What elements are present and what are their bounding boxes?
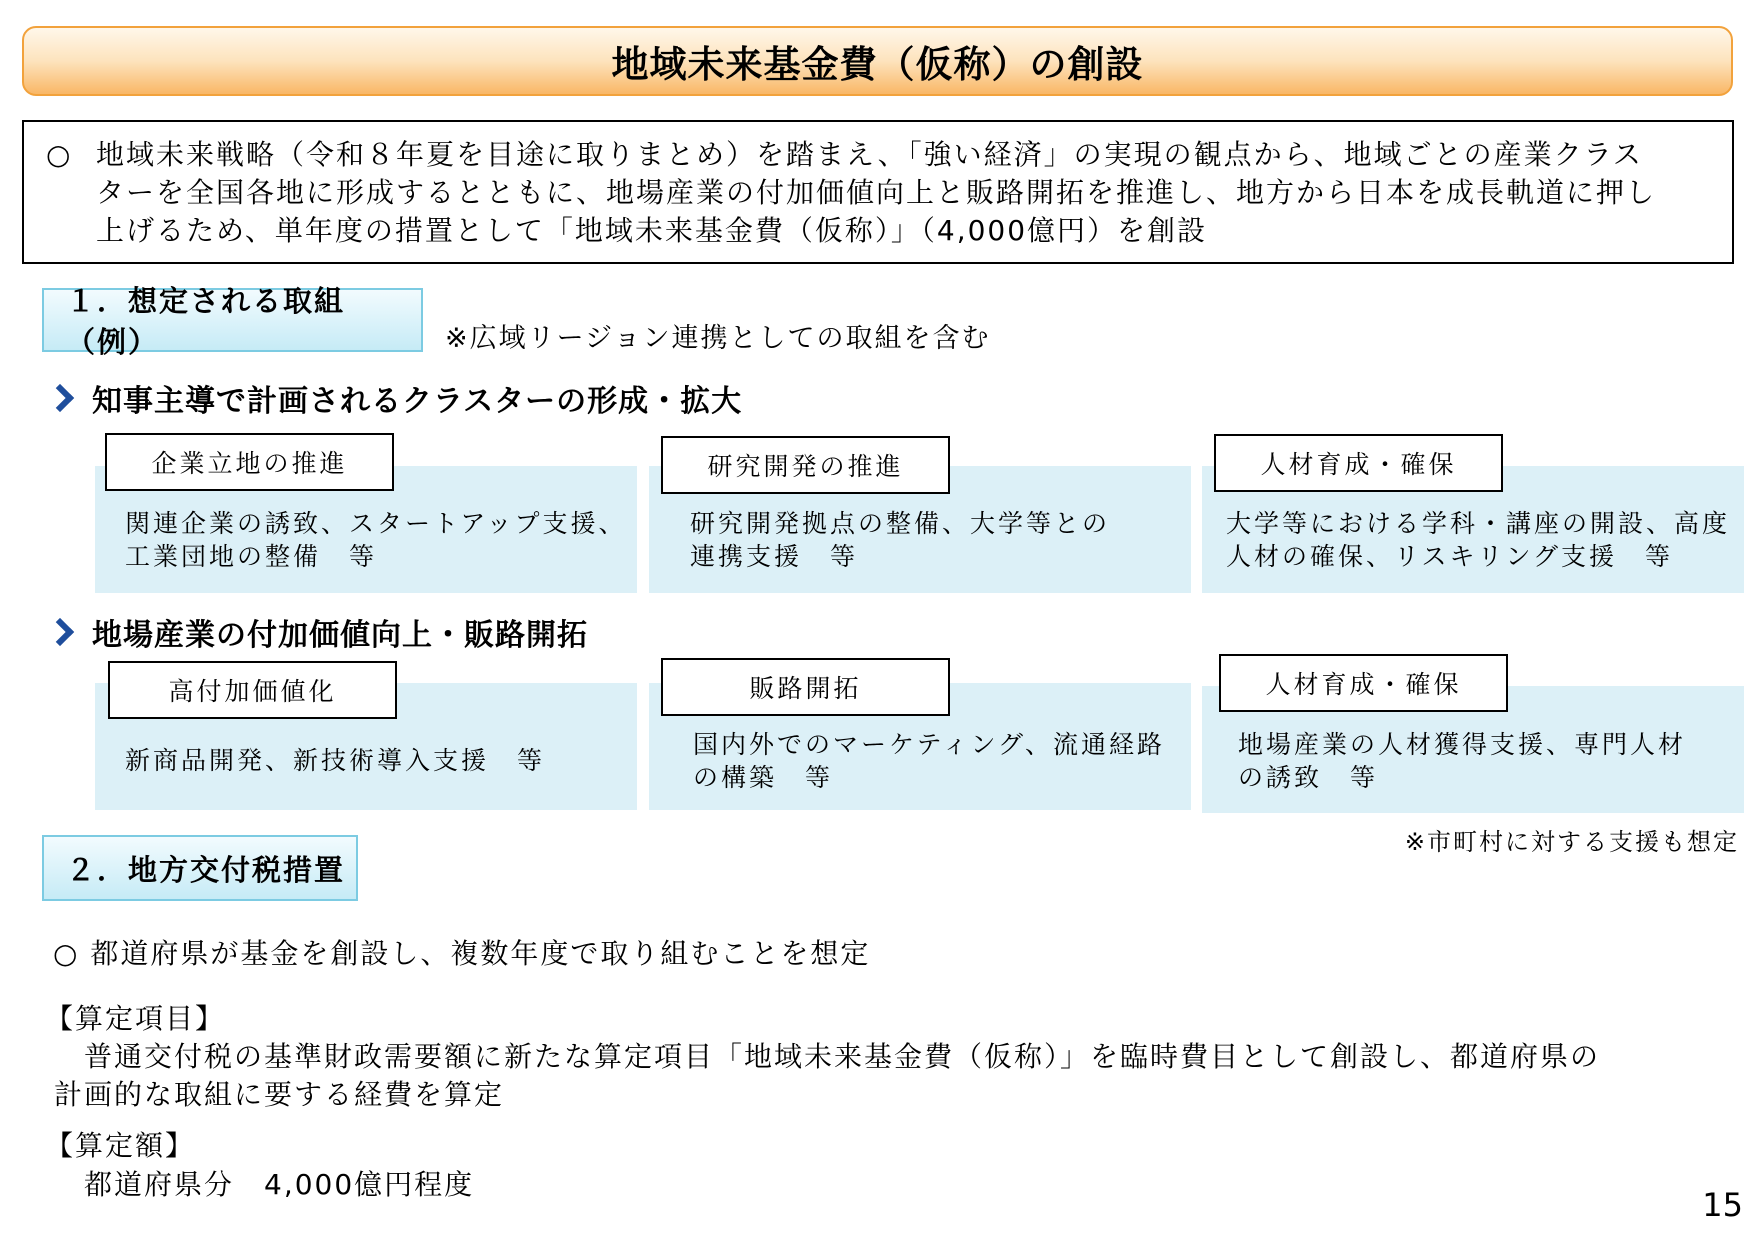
calc-amount-label: 【算定額】 bbox=[45, 1129, 196, 1162]
group1-heading: 知事主導で計画されるクラスターの形成・拡大 bbox=[48, 380, 742, 416]
calc-item-line-1: 普通交付税の基準財政需要額に新たな算定項目「地域未来基金費（仮称）」を臨時費目として創設し、都道府県の bbox=[84, 1040, 1601, 1073]
calc-amount-text: 都道府県分 4,000億円程度 bbox=[84, 1168, 475, 1201]
card-label-value-added: 高付加価値化 bbox=[108, 661, 397, 719]
section1-footnote: ※市町村に対する支援も想定 bbox=[1404, 828, 1739, 856]
card-label-human-resources-2: 人材育成・確保 bbox=[1219, 654, 1508, 712]
card-text-human-resources-1: 大学等における学科・講座の開設、高度 人材の確保、リスキリング支援 等 bbox=[1226, 509, 1731, 571]
card-label-human-resources-1: 人材育成・確保 bbox=[1214, 434, 1503, 492]
section1-note: ※広域リージョン連携としての取組を含む bbox=[445, 323, 991, 354]
page-title: 地域未来基金費（仮称）の創設 bbox=[22, 26, 1733, 96]
intro-line-1: ○ 地域未来戦略（令和８年夏を目途に取りまとめ）を踏まえ、「強い経済」の実現の観点から、地域ごとの産業クラス bbox=[46, 136, 1716, 174]
card-label-corporate-siting: 企業立地の推進 bbox=[105, 433, 394, 491]
section2-bullet-text: ○ 都道府県が基金を創設し、複数年度で取り組むことを想定 bbox=[53, 937, 871, 970]
chevron-right-icon bbox=[46, 384, 74, 412]
calc-item-line-2: 計画的な取組に要する経費を算定 bbox=[54, 1078, 505, 1111]
card-label-research: 研究開発の推進 bbox=[661, 436, 950, 494]
intro-box bbox=[22, 120, 1734, 264]
card-text-sales-channels: 国内外でのマーケティング、流通経路 の構築 等 bbox=[693, 730, 1166, 792]
card-text-research: 研究開発拠点の整備、大学等との 連携支援 等 bbox=[690, 509, 1111, 571]
group2-heading: 地場産業の付加価値向上・販路開拓 bbox=[48, 614, 588, 650]
card-text-human-resources-2: 地場産業の人材獲得支援、専門人材 の誘致 等 bbox=[1238, 730, 1687, 792]
intro-line-3: 上げるため、単年度の措置として「地域未来基金費（仮称）」（4,000億円）を創設 bbox=[96, 214, 1208, 247]
intro-line-2: ターを全国各地に形成するとともに、地場産業の付加価値向上と販路開拓を推進し、地方から日本を成長軌道に押し bbox=[96, 176, 1657, 209]
calc-item-label: 【算定項目】 bbox=[45, 1002, 226, 1035]
chevron-right-icon bbox=[46, 618, 74, 646]
section2-heading: ２．地方交付税措置 bbox=[42, 835, 358, 901]
card-text-value-added: 新商品開発、新技術導入支援 等 bbox=[125, 746, 546, 775]
card-text-corporate-siting: 関連企業の誘致、スタートアップ支援、 工業団地の整備 等 bbox=[125, 509, 627, 571]
section1-heading: １．想定される取組（例） bbox=[42, 288, 423, 352]
page-number: 15 bbox=[1702, 1186, 1743, 1224]
intro-bullet: ○ bbox=[46, 138, 73, 171]
card-label-sales-channels: 販路開拓 bbox=[661, 658, 950, 716]
